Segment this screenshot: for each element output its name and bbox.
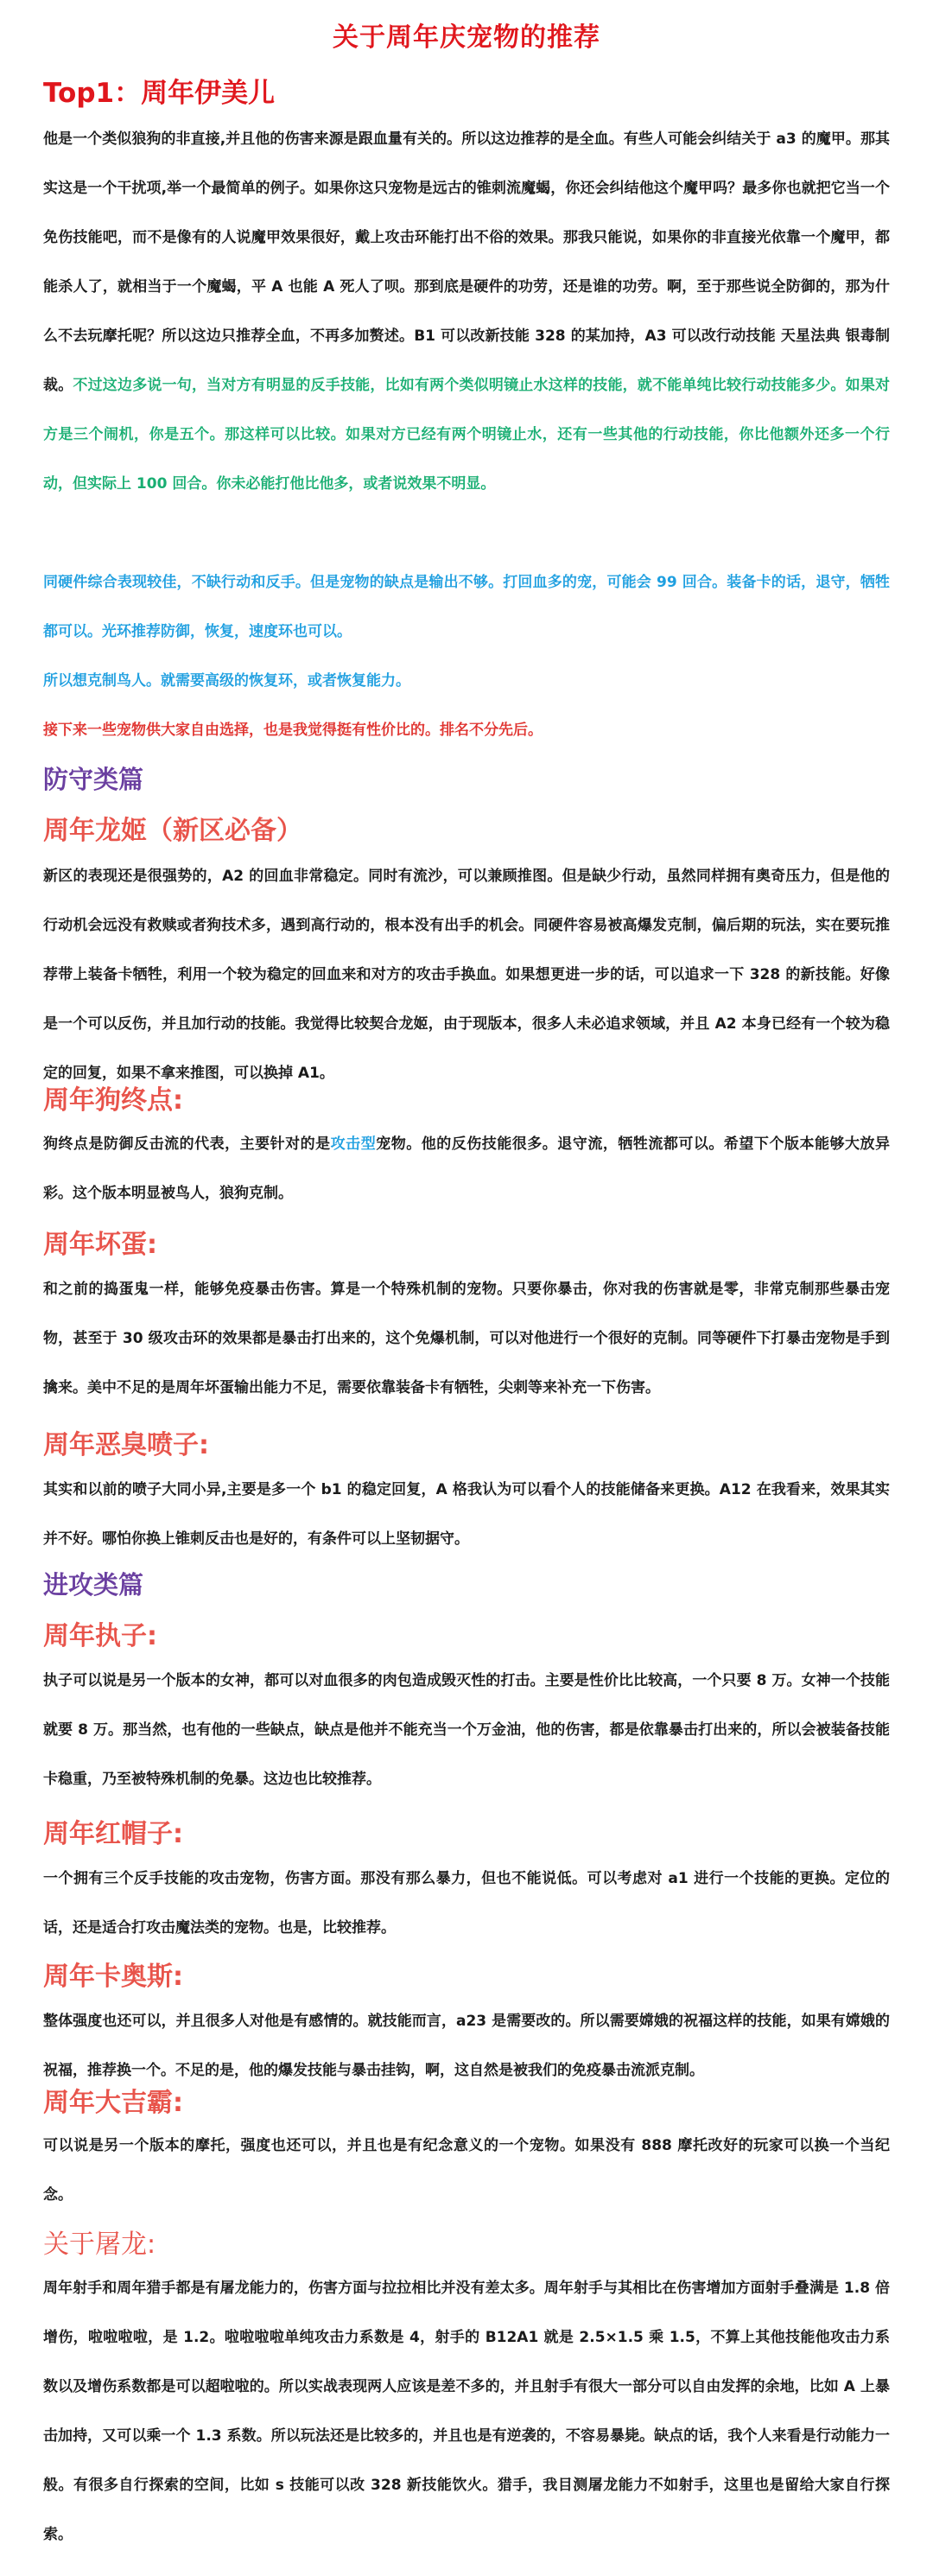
gouzhongdian-text bbox=[43, 1120, 890, 1218]
top1-paragraph-2: 同硬件综合表现较佳，不缺行动和反手。但是宠物的缺点是输出不够。打回血多的宠，可能会 99 回合。装备卡的话，退守，牺牲都可以。光环推荐防御，恢复，速度环也可以。 bbox=[43, 574, 890, 640]
top1-heading: Top1：周年伊美儿 bbox=[43, 78, 276, 109]
longji-heading: 周年龙姬（新区必备） bbox=[43, 816, 302, 846]
attack-category-heading: 进攻类篇 bbox=[43, 1570, 144, 1600]
gouzhongdian-heading: 周年狗终点: bbox=[43, 1085, 183, 1116]
huaidan-heading: 周年坏蛋: bbox=[43, 1230, 157, 1260]
echoupenzi-heading: 周年恶臭喷子: bbox=[43, 1430, 209, 1460]
zhizi-text: 执子可以说是另一个版本的女神，都可以对血很多的肉包造成毁灭性的打击。主要是性价比比较高，一个只要 8 万。女神一个技能就要 8 万。那当然，也有他的一些缺点，缺点是他并不能充当一个万金油，他的伤害，都是依靠暴击打出来的，所以会被装备技能卡稳重，乃至被特殊机制的免暴。这边也比较推荐。 bbox=[43, 1672, 890, 1788]
zhizi-heading: 周年执子: bbox=[43, 1621, 157, 1651]
tulong-heading: 关于屠龙: bbox=[43, 2229, 156, 2260]
huaidan-text: 和之前的捣蛋鬼一样，能够免疫暴击伤害。算是一个特殊机制的宠物。只要你暴击，你对我的伤害就是零，非常克制那些暴击宠物，甚至于 30 级攻击环的效果都是暴击打出来的，这个免爆机制，可以对他进行一个很好的克制。同等硬件下打暴击宠物是手到擒来。美中不足的是周年坏蛋输出能力不足，需要依靠装备卡有牺牲，尖刺等来补充一下伤害。 bbox=[43, 1281, 890, 1396]
dajiba-heading: 周年大吉霸: bbox=[43, 2088, 183, 2118]
gouzhongdian-highlight: 攻击型 bbox=[330, 1135, 377, 1153]
longji-text: 新区的表现还是很强势的，A2 的回血非常稳定。同时有流沙，可以兼顾推图。但是缺少行动，虽然同样拥有奥奇压力，但是他的行动机会远没有救赎或者狗技术多，遇到高行动的，根本没有出手的机会。同硬件容易被高爆发克制，偏后期的玩法，实在要玩推荐带上装备卡牺牲，利用一个较为稳定的回血来和对方的攻击手换血。如果想更进一步的话，可以追求一下 328 的新技能。好像是一个可以反伤，并且加行动的技能。我觉得比较契合龙姬，由于现版本，很多人未必追求领域，并且 A2 本身已经有一个较为稳定的回复，如果不拿来推图，可以换掉 A1。 bbox=[43, 868, 890, 1082]
echoupenzi-text: 其实和以前的喷子大同小异,主要是多一个 b1 的稳定回复，A 格我认为可以看个人的技能储备来更换。A12 在我看来，效果其实并不好。哪怕你换上锥刺反击也是好的，有条件可以上坚韧据守。 bbox=[43, 1481, 890, 1548]
page-title: 关于周年庆宠物的推荐 bbox=[333, 22, 600, 53]
hongmaozi-heading: 周年红帽子: bbox=[43, 1819, 183, 1849]
hongmaozi-text: 一个拥有三个反手技能的攻击宠物，伤害方面。那没有那么暴力，但也不能说低。可以考虑对 a1 进行一个技能的更换。定位的话，还是适合打攻击魔法类的宠物。也是，比较推荐。 bbox=[43, 1870, 890, 1937]
top1-paragraph-3: 所以想克制鸟人。就需要高级的恢复环，或者恢复能力。 bbox=[43, 672, 410, 690]
tulong-text: 周年射手和周年猎手都是有屠龙能力的，伤害方面与拉拉相比并没有差太多。周年射手与其相比在伤害增加方面射手叠满是 1.8 倍增伤，啦啦啦啦，是 1.2。啦啦啦啦单纯攻击力系数是 4，射手的 B12A1 就是 2.5×1.5 乘 1.5，不算上其他技能他攻击力系数以及增伤系数都是可以超啦啦的。所以实战表现两人应该是差不多的，并且射手有很大一部分可以自由发挥的余地，比如 A 上暴击加持，又可以乘一个 1.3 系数。所以玩法还是比较多的，并且也是有逆袭的，不容易暴毙。缺点的话，我个人来看是行动能力一般。有很多自行探索的空间，比如 s 技能可以改 328 新技能饮火。猎手，我目测屠龙能力不如射手，这里也是留给大家自行探索。 bbox=[43, 2280, 890, 2543]
top1-paragraph-4: 接下来一些宠物供大家自由选择，也是我觉得挺有性价比的。排名不分先后。 bbox=[43, 722, 543, 739]
defense-category-heading: 防守类篇 bbox=[43, 765, 144, 794]
top1-paragraph-1 bbox=[43, 115, 890, 509]
kaosi-text: 整体强度也还可以，并且很多人对他是有感情的。就技能而言，a23 是需要改的。所以需要嫦娥的祝福这样的技能，如果有嫦娥的祝福，推荐换一个。不足的是，他的爆发技能与暴击挂钩，啊，这自然是被我们的免疫暴击流派克制。 bbox=[43, 2013, 890, 2079]
kaosi-heading: 周年卡奥斯: bbox=[43, 1962, 183, 1992]
dajiba-text: 可以说是另一个版本的摩托，强度也还可以，并且也是有纪念意义的一个宠物。如果没有 888 摩托改好的玩家可以换一个当纪念。 bbox=[43, 2137, 890, 2204]
top1-text-green-note: 不过这边多说一句，当对方有明显的反手技能，比如有两个类似明镜止水这样的技能，就不能单纯比较行动技能多少。如果对方是三个闹机，你是五个。那这样可以比较。如果对方已经有两个明镜止水，还有一些其他的行动技能，你比他额外还多一个行动，但实际上 100 回合。你未必能打他比他多，或者说效果不明显。 bbox=[43, 377, 891, 493]
gouzhongdian-text-b: 宠物。他的反伤技能很多。退守流，牺牲流都可以。希望下个版本能够大放异彩。这个版本明显被鸟人，狼狗克制。 bbox=[43, 1135, 891, 1202]
top1-text-main: 他是一个类似狼狗的非直接,并且他的伤害来源是跟血量有关的。所以这边推荐的是全血。有些人可能会纠结关于 a3 的魔甲。那其实这是一个干扰项,举一个最简单的例子。如果你这只宠物是远古的锥刺流魔蝎，你还会纠结他这个魔甲吗？最多你也就把它当一个免伤技能吧，而不是像有的人说魔甲效果很好，戴上攻击环能打出不俗的效果。那我只能说，如果你的非直接光依靠一个魔甲，都能杀人了，就相当于一个魔蝎，平 A 也能 A 死人了呗。那到底是硬件的功劳，还是谁的功劳。啊，至于那些说全防御的，那为什么不去玩摩托呢？所以这边只推荐全血，不再多加赘述。B1 可以改新技能 328 的某加持，A3 可以改行动技能 天星法典 银毒制裁。 bbox=[43, 130, 890, 394]
gouzhongdian-text-a: 狗终点是防御反击流的代表，主要针对的是 bbox=[43, 1135, 331, 1153]
